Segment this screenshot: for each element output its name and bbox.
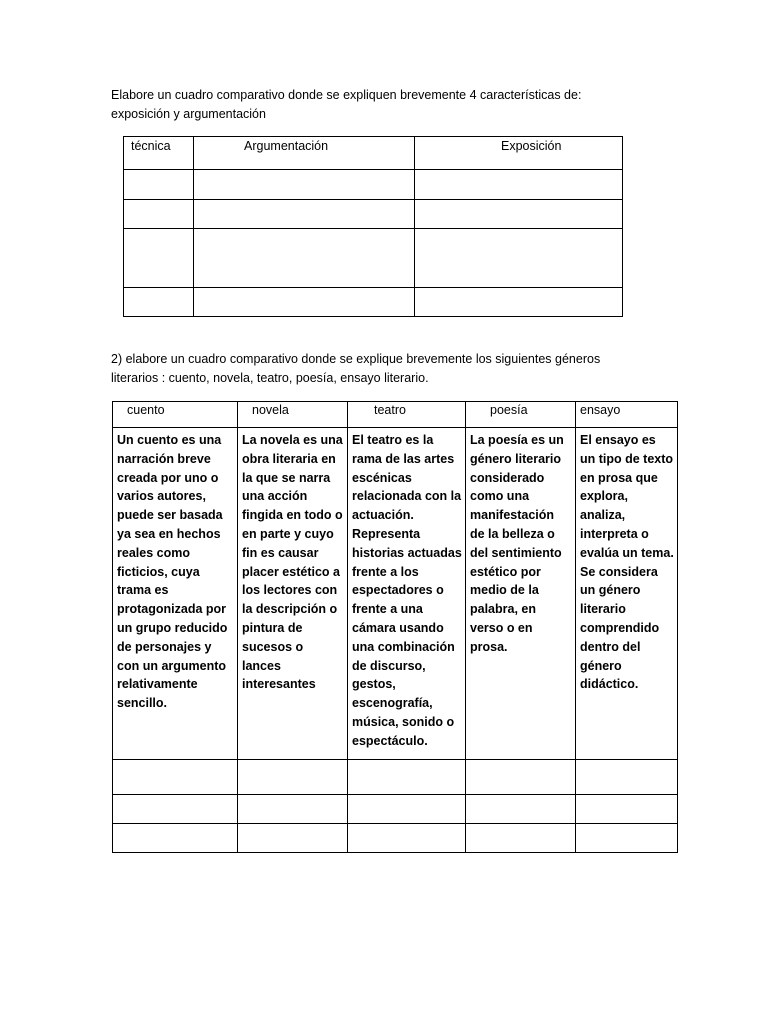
table-cell	[113, 824, 238, 853]
table-row	[124, 200, 623, 229]
header-cuento: cuento	[113, 402, 238, 428]
definition-novela: La novela es una obra literaria en la que se narra una acción fingida en todo o en parte y cuyo fin es causar placer estético a los lectores con la descripción o pintura de sucesos o lances interesantes	[238, 428, 348, 760]
table-cell	[415, 288, 623, 317]
header-teatro: teatro	[348, 402, 466, 428]
table-cell	[348, 795, 466, 824]
definition-poesia: La poesía es un género literario considerado como una manifestación de la belleza o del sentimiento estético por medio de la palabra, en verso o en prosa.	[466, 428, 576, 760]
table-cell	[113, 760, 238, 795]
question-1-instruction	[111, 86, 671, 124]
comparison-table-literary-genres	[112, 401, 678, 853]
table-cell	[415, 229, 623, 288]
table-cell	[194, 170, 415, 200]
header-tecnica: técnica	[124, 137, 194, 170]
question-2-instruction	[111, 350, 671, 388]
table-cell	[576, 760, 678, 795]
table-row	[113, 824, 678, 853]
table-cell	[238, 760, 348, 795]
table-cell	[194, 200, 415, 229]
question-2-instruction-line-2: literarios : cuento, novela, teatro, poesía, ensayo literario.	[111, 371, 429, 385]
table-cell	[415, 200, 623, 229]
question-1-instruction-line-2: exposición y argumentación	[111, 107, 266, 121]
table-cell	[466, 795, 576, 824]
definition-teatro: El teatro es la rama de las artes escénicas relacionada con la actuación. Representa historias actuadas frente a los espectadores o frente a una cámara usando una combinación de discurso, gestos, escenografía, música, sonido o espectáculo.	[348, 428, 466, 760]
table-cell	[415, 170, 623, 200]
table-header-row	[124, 137, 623, 170]
table-cell	[348, 760, 466, 795]
question-1-instruction-line-1: Elabore un cuadro comparativo donde se expliquen brevemente 4 características de:	[111, 88, 582, 102]
table-cell	[113, 795, 238, 824]
table-header-row	[113, 402, 678, 428]
table-cell	[238, 824, 348, 853]
definition-cuento: Un cuento es una narración breve creada por uno o varios autores, puede ser basada ya sea en hechos reales como ficticios, cuya trama es protagonizada por un grupo reducido de personajes y con un argumento relativamente sencillo.	[113, 428, 238, 760]
table-row	[124, 288, 623, 317]
header-poesia: poesía	[466, 402, 576, 428]
question-2-instruction-line-1: 2) elabore un cuadro comparativo donde se explique brevemente los siguientes géneros	[111, 352, 601, 366]
table-row	[124, 170, 623, 200]
comparison-table-exposition-argumentation	[123, 136, 623, 317]
table-cell	[124, 288, 194, 317]
header-argumentacion: Argumentación	[194, 137, 415, 170]
table-cell	[194, 288, 415, 317]
table-cell	[194, 229, 415, 288]
definition-ensayo: El ensayo es un tipo de texto en prosa que explora, analiza, interpreta o evalúa un tema. Se considera un género literario comprendido dentro del género didáctico.	[576, 428, 678, 760]
table-cell	[576, 824, 678, 853]
table-cell	[238, 795, 348, 824]
table-cell	[124, 170, 194, 200]
table-row	[113, 795, 678, 824]
table-cell	[348, 824, 466, 853]
table-cell	[124, 200, 194, 229]
table-cell	[124, 229, 194, 288]
table-row	[124, 229, 623, 288]
definitions-row	[113, 428, 678, 760]
table-cell	[466, 824, 576, 853]
table-row	[113, 760, 678, 795]
header-novela: novela	[238, 402, 348, 428]
table-cell	[466, 760, 576, 795]
table-cell	[576, 795, 678, 824]
header-exposicion: Exposición	[415, 137, 623, 170]
header-ensayo: ensayo	[576, 402, 678, 428]
